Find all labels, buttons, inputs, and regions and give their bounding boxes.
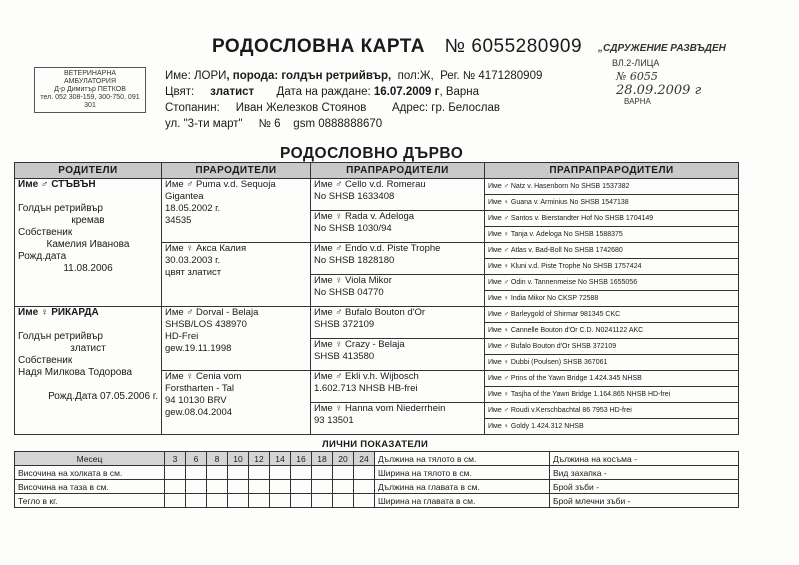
name-label: Име: xyxy=(165,70,191,82)
metric-right-value: Брой зъби - xyxy=(550,480,739,494)
metric-row-label: Тегло в кг. xyxy=(15,494,165,508)
metric-row-label: Височина на таза в см. xyxy=(15,480,165,494)
pedigree-table xyxy=(14,162,739,435)
certificate-number xyxy=(445,36,582,57)
assoc-stamp-line4: 28.09.2009 г xyxy=(616,83,702,98)
metric-row-label: Височина на холката в см. xyxy=(15,466,165,480)
ggg-6: Име ♀ Kluni v.d. Piste Trophe No SHSB 1757424 xyxy=(485,259,739,275)
ggp5-line2: SHSB 372109 xyxy=(314,319,375,330)
gp4-line1: Име ♀ Cenia vom xyxy=(165,371,242,382)
ggp1-line1: Име ♂ Cello v.d. Romerau xyxy=(314,179,426,190)
page-title xyxy=(212,36,582,58)
month-cell: 6 xyxy=(186,452,207,466)
ggp3-line1: Име ♂ Endo v.d. Piste Trophe xyxy=(314,243,441,254)
month-cell: 8 xyxy=(207,452,228,466)
color-label: Цвят: xyxy=(165,86,195,98)
number-value: 6055280909 xyxy=(471,36,583,57)
ggg-13: Име ♂ Prins of the Yawn Bridge 1.424.345 NHSB xyxy=(485,371,739,387)
dam-color: златист xyxy=(70,343,106,354)
metric-right-label: Ширина на тялото в см. xyxy=(375,466,550,480)
month-cell: 12 xyxy=(249,452,270,466)
ggp8-line1: Име ♀ Hanna vom Niederrhein xyxy=(314,403,446,414)
info-line-1 xyxy=(165,70,542,82)
gp1-line2: Gigantea xyxy=(165,191,204,202)
sire-color: кремав xyxy=(71,215,105,226)
metrics-title: ЛИЧНИ ПОКАЗАТЕЛИ xyxy=(322,439,429,450)
vet-stamp-line1: ВЕТЕРИНАРНА АМБУЛАТОРИЯ xyxy=(63,70,117,85)
month-cell: 24 xyxy=(354,452,375,466)
ggg-8: Име ♀ India Mikor No CKSP 72588 xyxy=(485,291,739,307)
sire-birth-label: Рожд.дата xyxy=(18,251,67,262)
ggg-4: Име ♀ Tanja v. Adeloga No SHSB 1588375 xyxy=(485,227,739,243)
great-grandparent-3 xyxy=(311,243,485,275)
header-great-grandparents: ПРАПРАРОДИТЕЛИ xyxy=(311,163,485,179)
gp1-line4: 34535 xyxy=(165,215,192,226)
header-grandparents: ПРАРОДИТЕЛИ xyxy=(162,163,311,179)
ggp7-line2: 1.602.713 NHSB HB-frei xyxy=(314,383,418,394)
sire-name: Име ♂ СТЪВЪН xyxy=(18,179,96,190)
ggp2-line1: Име ♀ Rada v. Adeloga xyxy=(314,211,415,222)
ggg-11: Име ♂ Bufalo Bouton d'Or SHSB 372109 xyxy=(485,339,739,355)
dog-sex: Ж, xyxy=(419,70,434,82)
great-grandparent-8 xyxy=(311,403,485,435)
birth-label: Дата на раждане: xyxy=(276,86,371,98)
gp3-line4: gew.19.11.1998 xyxy=(165,343,232,354)
ggp3-line2: No SHSB 1828180 xyxy=(314,255,395,266)
gp4-line2: Forstharten - Tal xyxy=(165,383,234,394)
month-cell: 18 xyxy=(312,452,333,466)
header-parents: РОДИТЕЛИ xyxy=(15,163,162,179)
gp2-line2: 30.03.2003 г. xyxy=(165,255,221,266)
assoc-stamp-line2: ВЛ.2-ЛИЦА xyxy=(612,58,660,68)
info-line-4 xyxy=(165,118,382,130)
ggp2-line2: No SHSB 1030/94 xyxy=(314,223,392,234)
association-stamp xyxy=(592,40,726,110)
ggp1-line2: No SHSB 1633408 xyxy=(314,191,395,202)
grandparent-3 xyxy=(162,307,311,371)
sire-breed: Голдън ретрийвър xyxy=(18,203,103,214)
grandparent-1 xyxy=(162,179,311,243)
header-great-great-grandparents: ПРАПРАПРАРОДИТЕЛИ xyxy=(485,163,739,179)
dam-birth: Рожд.Дата 07.05.2006 г. xyxy=(48,391,158,402)
vet-stamp-line2: Д-р Димитър ПЕТКОВ xyxy=(54,86,126,93)
ggg-5: Име ♂ Atlas v. Bad-Boll No SHSB 1742680 xyxy=(485,243,739,259)
breed-label: , порода: xyxy=(226,70,279,82)
dam-owner: Надя Милкова Тодорова xyxy=(18,367,133,378)
title-text: РОДОСЛОВНА КАРТА xyxy=(212,36,425,57)
metrics-row xyxy=(15,466,739,480)
gp4-line3: 94 10130 BRV xyxy=(165,395,227,406)
info-line-3 xyxy=(165,102,500,114)
ggp6-line1: Име ♀ Crazy - Belaja xyxy=(314,339,405,350)
ggg-2: Име ♀ Guana v. Arminius No SHSB 1547138 xyxy=(485,195,739,211)
grandparent-2 xyxy=(162,243,311,307)
ggg-14: Име ♀ Tasjha of the Yawn Bridge 1.164.865 NHSB HD-frei xyxy=(485,387,739,403)
number-prefix: № xyxy=(444,36,466,57)
month-cell: 10 xyxy=(228,452,249,466)
pedigree-header-row xyxy=(15,163,739,179)
metrics-header-row xyxy=(15,452,739,466)
great-grandparent-6 xyxy=(311,339,485,371)
assoc-stamp-line5: ВАРНА xyxy=(624,97,651,106)
owner-name: Иван Железков Стоянов xyxy=(235,102,367,114)
dam-breed: Голдън ретрийвър xyxy=(18,331,103,342)
great-grandparent-1 xyxy=(311,179,485,211)
month-cell: 20 xyxy=(333,452,354,466)
great-grandparent-2 xyxy=(311,211,485,243)
ggp6-line2: SHSB 413580 xyxy=(314,351,375,362)
sire-owner: Камелия Иванова xyxy=(46,239,130,250)
ggg-3: Име ♂ Santos v. Bierstandter Hof No SHSB 1704149 xyxy=(485,211,739,227)
gp1-line3: 18.05.2002 г. xyxy=(165,203,221,214)
info-line-2 xyxy=(165,86,479,98)
ggg-15: Име ♂ Roudi v.Kerschbachtal 86 7953 HD-frei xyxy=(485,403,739,419)
metrics-row xyxy=(15,494,739,508)
ggg-9: Име ♂ Barleygold of Shirmar 981345 CKC xyxy=(485,307,739,323)
vet-stamp-line3: тел. 052 308-159, 300-750, 091 301 xyxy=(40,94,140,109)
month-cell: 14 xyxy=(270,452,291,466)
metric-right-value: Брой млечни зъби - xyxy=(550,494,739,508)
reg-number: 4171280909 xyxy=(478,70,543,82)
ggp8-line2: 93 13501 xyxy=(314,415,354,426)
metrics-table xyxy=(14,451,739,508)
vet-stamp xyxy=(34,67,146,113)
assoc-stamp-line3: № 6055 xyxy=(616,70,658,83)
gp2-line1: Име ♀ Акса Калия xyxy=(165,243,247,254)
great-grandparent-5 xyxy=(311,307,485,339)
month-cell: 3 xyxy=(165,452,186,466)
birth-date: 16.07.2009 г xyxy=(373,86,440,98)
ggp4-line2: No SHSB 04770 xyxy=(314,287,384,298)
metrics-row xyxy=(15,480,739,494)
grandparent-4 xyxy=(162,371,311,435)
metric-right-value: Дължина на косъма - xyxy=(550,452,739,466)
metric-right-label: Ширина на главата в см. xyxy=(375,494,550,508)
gp2-line3: цвят златист xyxy=(165,267,222,278)
reg-label: Рег. № xyxy=(440,70,476,82)
metric-right-label: Дължина на тялото в см. xyxy=(375,452,550,466)
month-cell: 16 xyxy=(291,452,312,466)
gsm-number: gsm 0888888670 xyxy=(293,118,383,130)
ggp5-line1: Име ♂ Bufalo Bouton d'Or xyxy=(314,307,426,318)
ggp4-line1: Име ♀ Viola Mikor xyxy=(314,275,392,286)
ggg-10: Име ♀ Cannelle Bouton d'Or C.D. N0241122 AKC xyxy=(485,323,739,339)
ggg-16: Име ♀ Goldy 1.424.312 NHSB xyxy=(485,419,739,435)
tree-title: РОДОСЛОВНО ДЪРВО xyxy=(280,145,464,162)
ggg-12: Име ♀ Dubbi (Poulsen) SHSB 367061 xyxy=(485,355,739,371)
gp4-line4: gew.08.04.2004 xyxy=(165,407,233,418)
dam-cell xyxy=(15,307,162,435)
dog-color: златист xyxy=(210,86,255,98)
gp3-line2: SHSB/LOS 438970 xyxy=(165,319,247,330)
house-number: № 6 xyxy=(258,118,281,130)
metric-right-value: Вид захапка - xyxy=(550,466,739,480)
dog-name: ЛОРИ xyxy=(193,70,227,82)
great-grandparent-7 xyxy=(311,371,485,403)
metric-right-label: Дължина на главата в см. xyxy=(375,480,550,494)
ggp7-line1: Име ♂ Ekli v.h. Wijbosch xyxy=(314,371,419,382)
sire-cell xyxy=(15,179,162,307)
owner-label: Стопанин: xyxy=(165,102,220,114)
birth-city: , Варна xyxy=(439,86,480,98)
owner-address: Адрес: гр. Белослав xyxy=(391,102,500,114)
assoc-stamp-line1: „СДРУЖЕНИЕ РАЗВЪДЕН xyxy=(598,43,726,54)
dam-name: Име ♀ РИКАРДА xyxy=(18,307,99,318)
month-label: Месец xyxy=(15,452,165,466)
dog-breed: голдън ретрийвър, xyxy=(281,70,392,82)
sire-birth: 11.08.2006 xyxy=(63,263,113,274)
gp3-line1: Име ♂ Dorval - Belaja xyxy=(165,307,259,318)
ggg-1: Име ♂ Natz v. Hasenborn No SHSB 1537382 xyxy=(485,179,739,195)
sex-label: пол: xyxy=(397,70,420,82)
gp3-line3: HD-Frei xyxy=(165,331,199,342)
dam-owner-label: Собственик xyxy=(18,355,73,366)
great-grandparent-4 xyxy=(311,275,485,307)
gp1-line1: Име ♂ Puma v.d. Sequoja xyxy=(165,179,276,190)
sire-owner-label: Собственик xyxy=(18,227,73,238)
ggg-7: Име ♂ Odin v. Tannenmeise No SHSB 1655056 xyxy=(485,275,739,291)
street: ул. "3-ти март" xyxy=(165,118,243,130)
